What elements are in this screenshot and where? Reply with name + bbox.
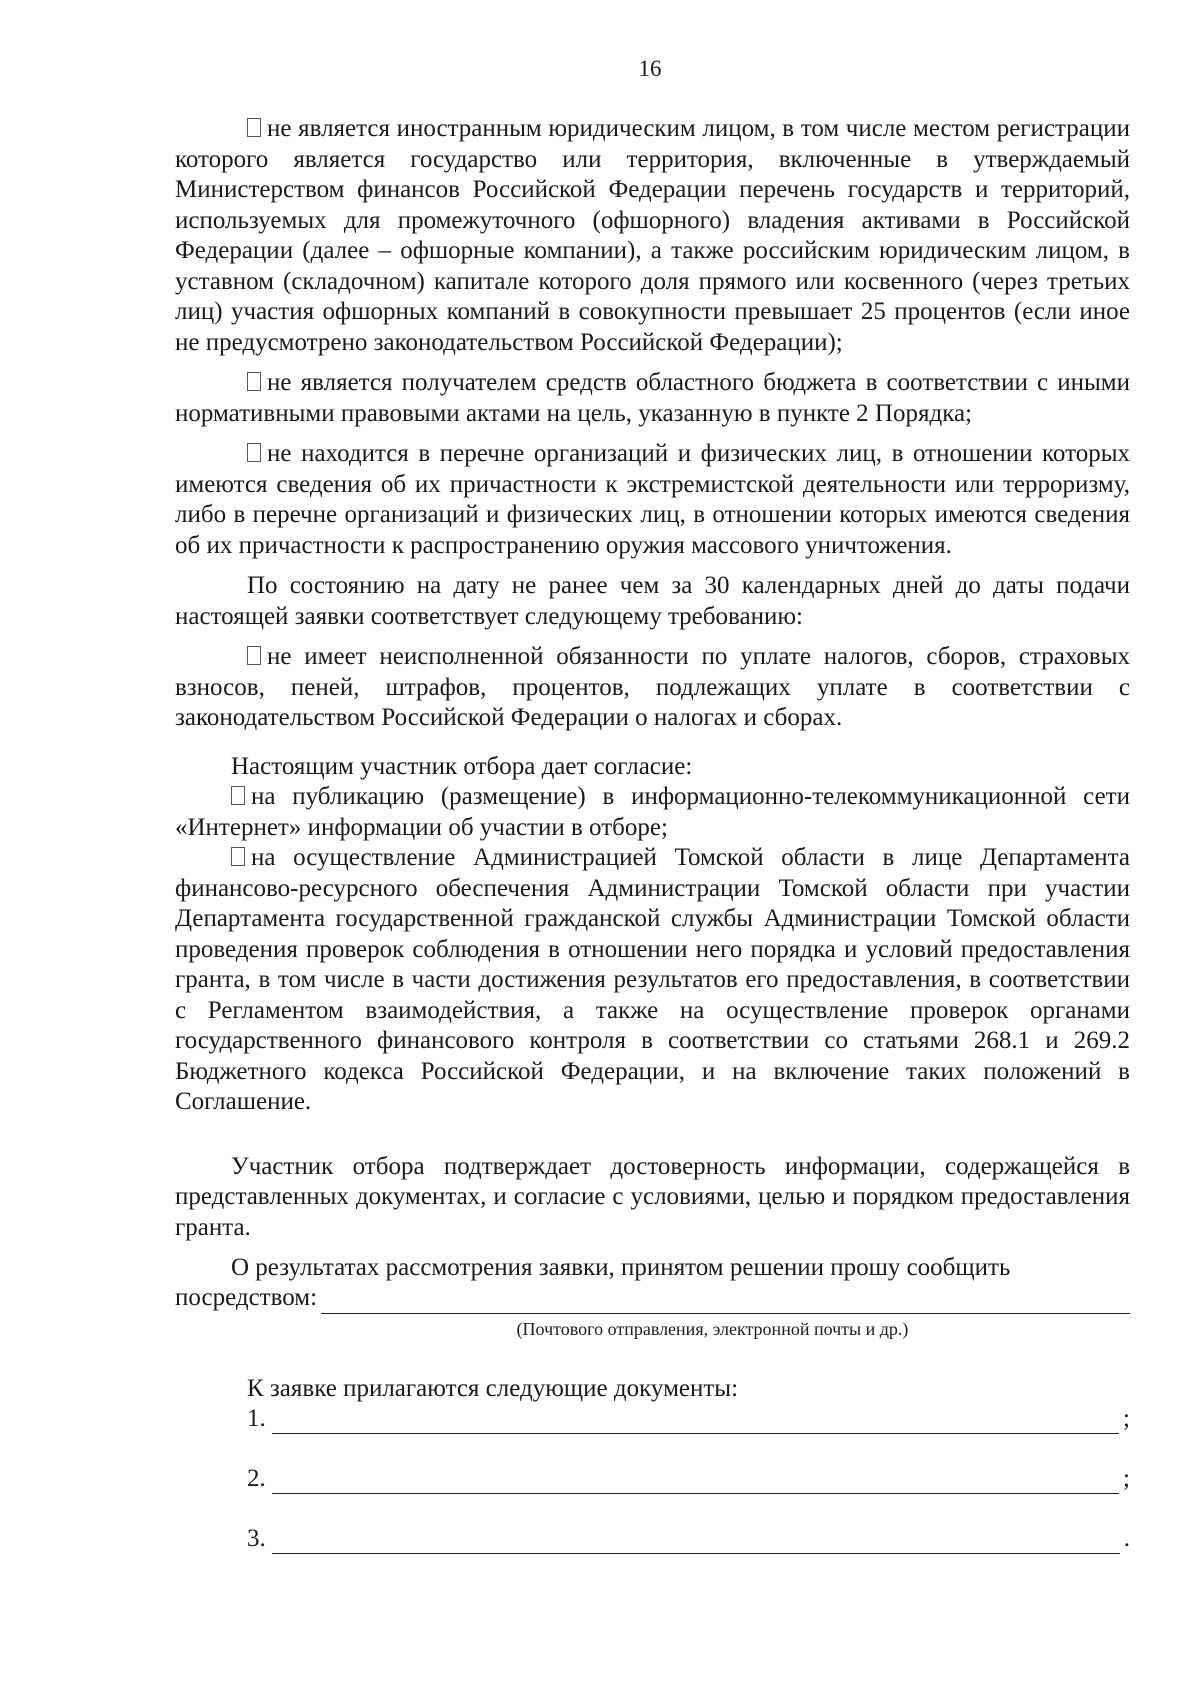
document-field-3[interactable] (272, 1529, 1120, 1554)
document-number: 1. (247, 1404, 266, 1432)
checkbox-budget-funds[interactable] (247, 372, 261, 391)
contact-method-caption: (Почтового отправления, электронной почты и др.) (516, 1318, 909, 1339)
checkbox-offshore[interactable] (247, 118, 261, 137)
document-field-2[interactable] (272, 1469, 1119, 1494)
document-number: 3. (247, 1524, 266, 1552)
confirmation-paragraph: Участник отбора подтверждает достоверность информации, содержащейся в представленных документах, и согласие с условиями, целью и порядком предоставления гранта. (175, 1152, 1130, 1241)
requirement-budget-funds: не является получателем средств областного бюджета в соответствии с иными нормативными правовыми актами на цель, указанную в пункте 2 Порядка; (175, 369, 1130, 427)
consent-publication: на публикацию (размещение) в информационно-телекоммуникационной сети «Интернет» информации об участии в отборе; (175, 783, 1130, 841)
requirement-taxes: не имеет неисполненной обязанности по уплате налогов, сборов, страховых взносов, пеней, штрафов, процентов, подлежащих уплате в соответствии с законодательством Российской Федерации о налогах и сборах. (175, 643, 1130, 731)
document-field-1[interactable] (272, 1409, 1119, 1434)
page-content (175, 114, 1130, 1554)
notification-request: О результатах рассмотрения заявки, принятом решении прошу сообщить (231, 1254, 1011, 1281)
document-number: 2. (247, 1464, 266, 1492)
document-row-end: ; (1123, 1464, 1130, 1492)
document-row (175, 1464, 1130, 1494)
checkbox-consent-publication[interactable] (231, 786, 245, 805)
checkbox-extremism-list[interactable] (247, 443, 261, 462)
consent-inspections: на осуществление Администрацией Томской области в лице Департамента финансово-ресурсного обеспечения Администрации Томской области при участии Департамента государственной гражданской службы Администрации Томской области проведения проверок соблюдения в отношении него порядка и условий предоставления гранта, в том числе в части достижения результатов его предоставления, в соответствии с Регламентом взаимодействия, а также на осуществление проверок органами государственного финансового контроля в соответствии со статьями 268.1 и 269.2 Бюджетного кодекса Российской Федерации, и на включение таких положений в Соглашение. (175, 844, 1130, 1115)
contact-method-row (175, 1284, 1130, 1314)
document-row (175, 1524, 1130, 1554)
documents-title: К заявке прилагаются следующие документы: (247, 1374, 739, 1402)
requirement-offshore: не является иностранным юридическим лицом, в том числе местом регистрации которого является государство или территория, включенные в утверждаемый Министерством финансов Российской Федерации перечень государств и территорий, используемых для промежуточного (офшорного) владения активами в Российской Федерации (далее – офшорные компании), а также российским юридическим лицом, в уставном (складочном) капитале которого доля прямого или косвенного (через третьих лиц) участия офшорных компаний в совокупности превышает 25 процентов (если иное не предусмотрено законодательством Российской Федерации); (175, 115, 1130, 356)
page-number: 16 (638, 56, 662, 81)
contact-method-label: посредством: (175, 1284, 318, 1311)
document-row-end: ; (1123, 1404, 1130, 1432)
document-row-end: . (1123, 1524, 1130, 1552)
contact-method-field[interactable] (321, 1289, 1130, 1314)
checkbox-taxes[interactable] (247, 646, 261, 665)
document-row (175, 1404, 1130, 1434)
requirement-date-intro: По состоянию на дату не ранее чем за 30 календарных дней до даты подачи настоящей заявки соответствует следующему требованию: (175, 572, 1130, 630)
consent-intro: Настоящим участник отбора дает согласие: (231, 752, 693, 780)
requirement-extremism-list: не находится в перечне организаций и физических лиц, в отношении которых имеются сведения об их причастности к экстремистской деятельности или терроризму, либо в перечне организаций и физических лиц, в отношении которых имеются сведения об их причастности к распространению оружия массового уничтожения. (175, 440, 1130, 559)
checkbox-consent-inspections[interactable] (231, 847, 245, 866)
